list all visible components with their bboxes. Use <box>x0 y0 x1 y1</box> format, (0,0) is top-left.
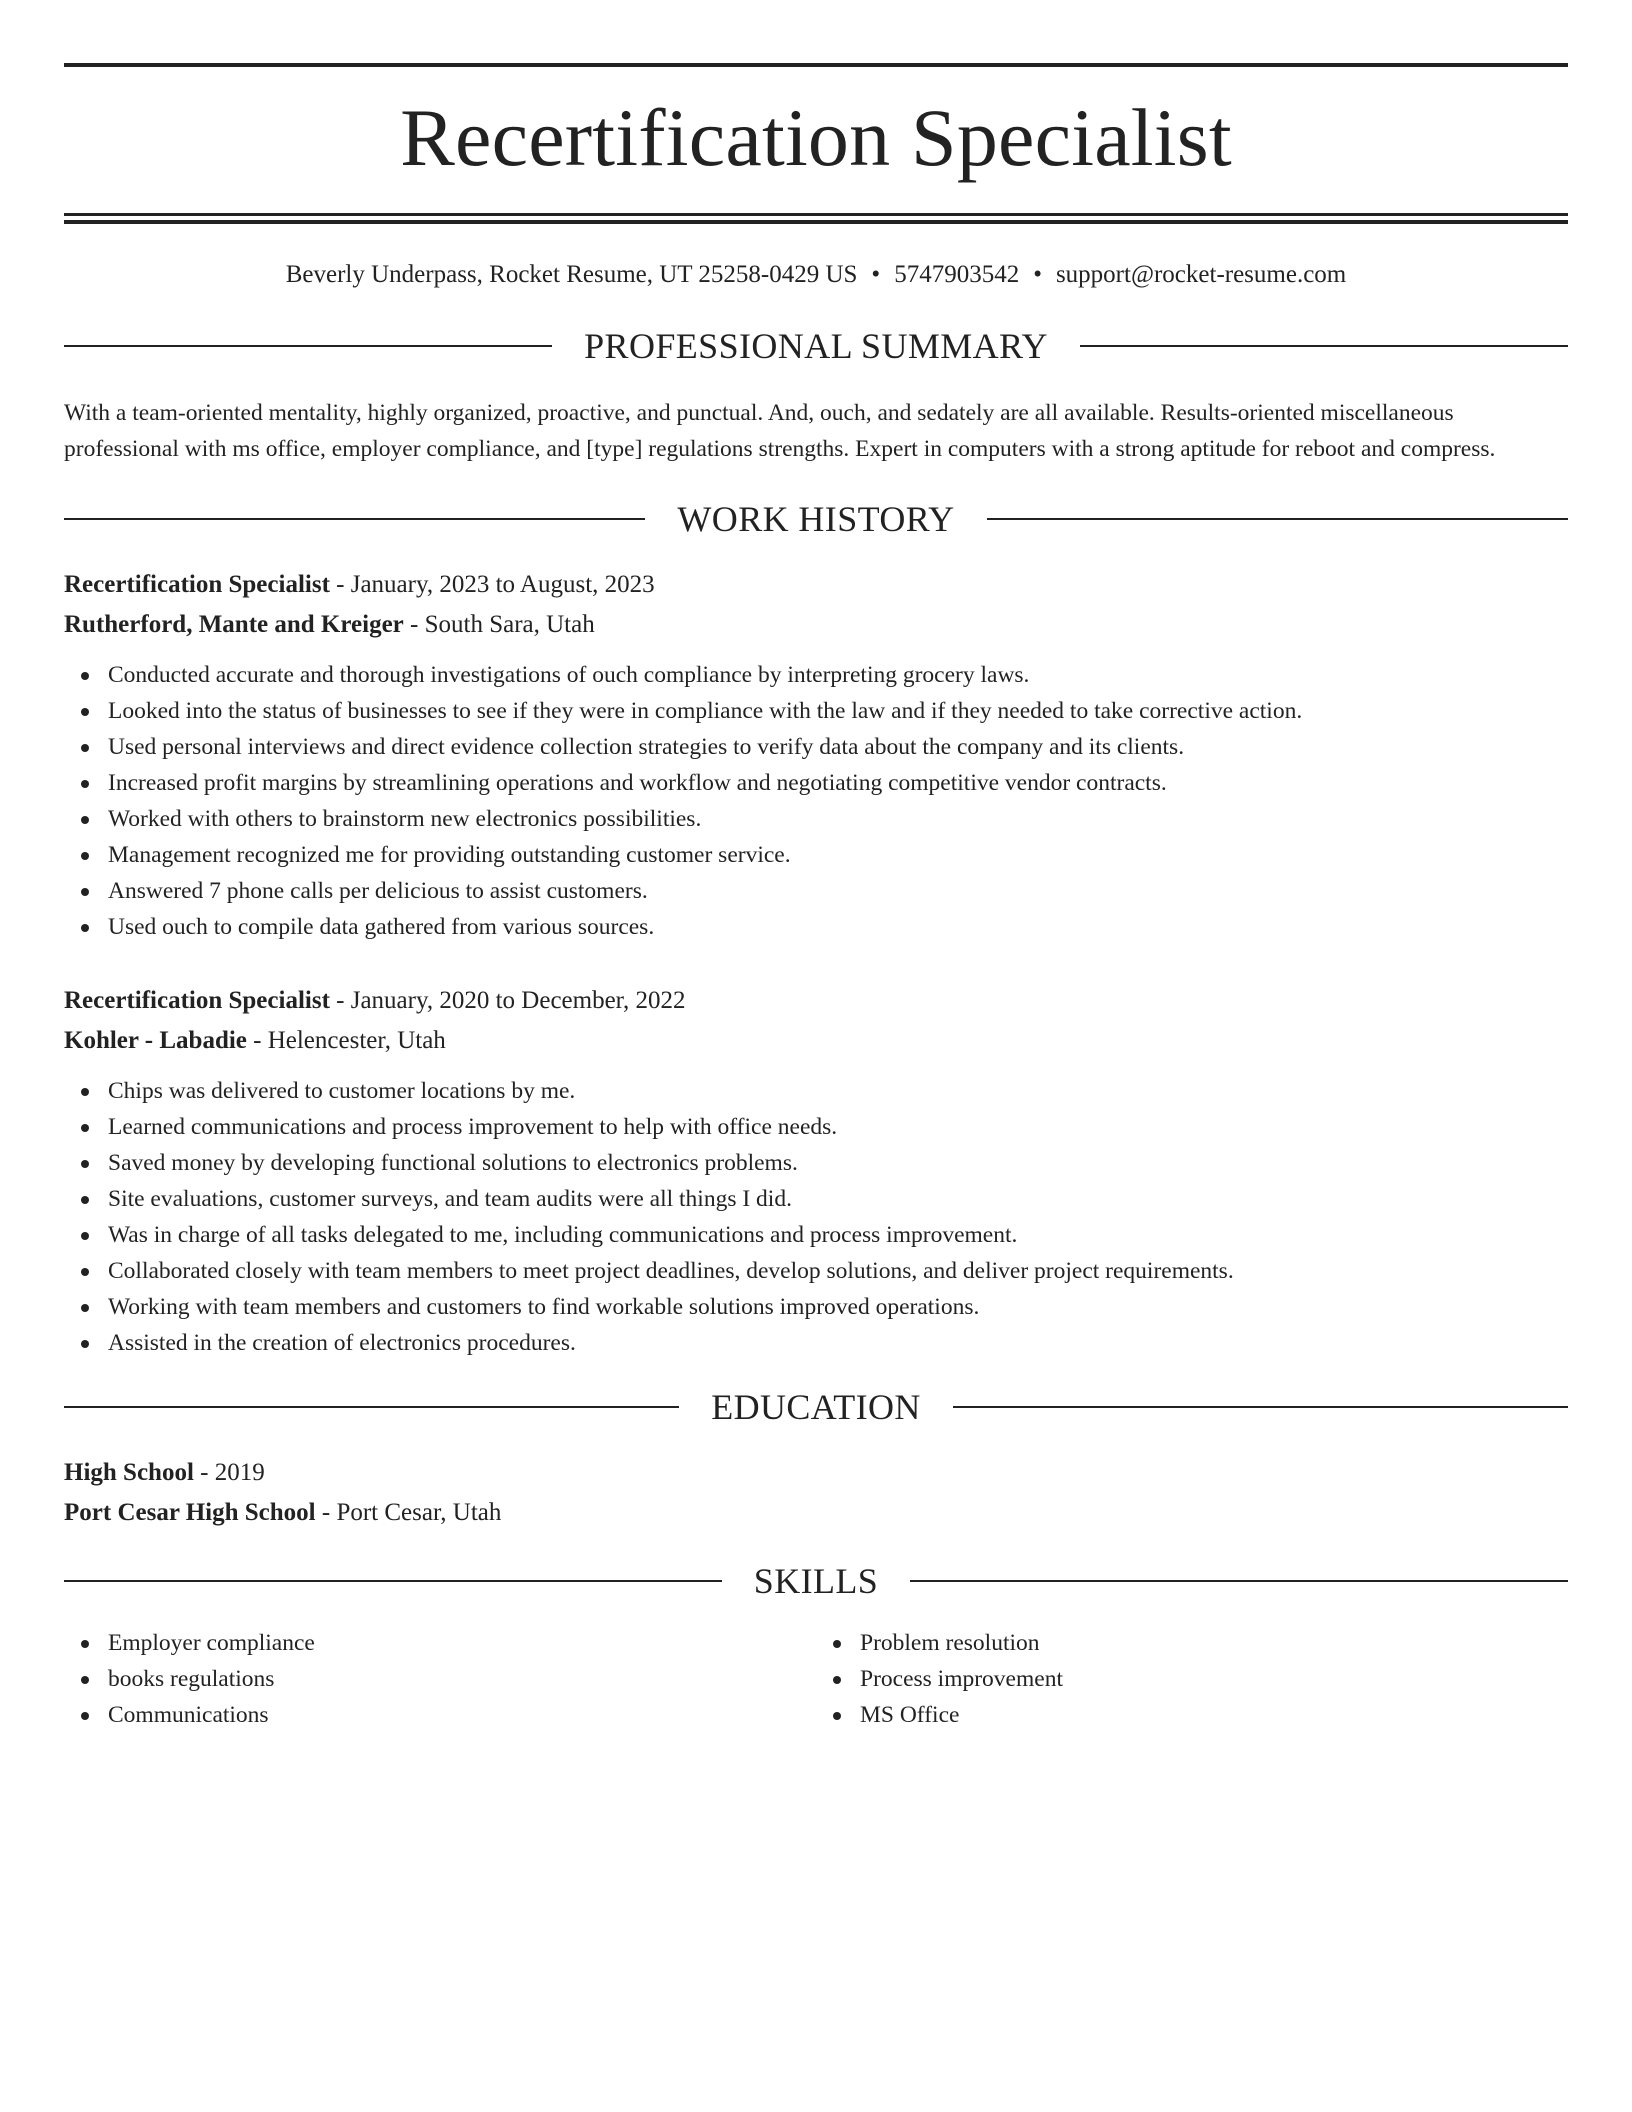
job-bullet: Conducted accurate and thorough investigations of ouch compliance by interpreting grocery laws. <box>64 657 1568 693</box>
heading-rule <box>987 518 1568 520</box>
job-bullet: Used personal interviews and direct evidence collection strategies to verify data about the company and its clients. <box>64 729 1568 765</box>
job-company: Kohler - Labadie <box>64 1027 247 1054</box>
job-bullet: Learned communications and process improvement to help with office needs. <box>64 1109 1568 1145</box>
job-bullet: Increased profit margins by streamlining operations and workflow and negotiating competitive vendor contracts. <box>64 765 1568 801</box>
contact-separator: • <box>1033 261 1042 288</box>
job-bullet: Chips was delivered to customer locations by me. <box>64 1073 1568 1109</box>
resume-name: Recertification Specialist <box>400 92 1232 183</box>
contact-phone: 5747903542 <box>894 261 1020 288</box>
skills-columns <box>64 1625 1568 1733</box>
section-title: SKILLS <box>753 1561 879 1601</box>
contact-line <box>64 260 1568 290</box>
job-bullet: Was in charge of all tasks delegated to me, including communications and process improvement. <box>64 1217 1568 1253</box>
skill-item: Problem resolution <box>816 1625 1568 1661</box>
heading-rule <box>64 345 552 347</box>
double-rule <box>64 213 1568 224</box>
summary-text: With a team-oriented mentality, highly organized, proactive, and punctual. And, ouch, and sedately are all available. Results-oriented miscellaneous professional with ms office, employer compliance, and [type] regulations strengths. Expert in computers with a strong aptitude for reboot and compress. <box>64 400 1496 462</box>
job-title-line <box>64 981 1568 1021</box>
heading-rule <box>910 1580 1568 1582</box>
section-heading-education <box>64 1389 1568 1425</box>
job-bullets <box>64 1073 1568 1361</box>
job-bullet: Assisted in the creation of electronics procedures. <box>64 1325 1568 1361</box>
job-location: - South Sara, Utah <box>403 611 595 638</box>
contact-email: support@rocket-resume.com <box>1055 261 1347 288</box>
job-bullet: Answered 7 phone calls per delicious to assist customers. <box>64 873 1568 909</box>
section-title: WORK HISTORY <box>677 499 955 539</box>
job-title: Recertification Specialist <box>64 571 330 598</box>
education-year: - 2019 <box>193 1459 265 1486</box>
contact-address: Beverly Underpass, Rocket Resume, UT 25258-0429 US <box>285 261 858 288</box>
top-rule <box>64 63 1568 67</box>
job-bullet: Collaborated closely with team members to meet project deadlines, develop solutions, and deliver project requirements. <box>64 1253 1568 1289</box>
job-company: Rutherford, Mante and Kreiger <box>64 611 404 638</box>
job-bullet: Site evaluations, customer surveys, and team audits were all things I did. <box>64 1181 1568 1217</box>
education-location: - Port Cesar, Utah <box>315 1499 502 1526</box>
education-school: Port Cesar High School <box>64 1499 316 1526</box>
section-heading-skills <box>64 1563 1568 1599</box>
education-degree: High School <box>64 1459 194 1486</box>
heading-rule <box>64 518 645 520</box>
job-title-line <box>64 565 1568 605</box>
contact-separator: • <box>871 261 881 288</box>
job-bullet: Management recognized me for providing outstanding customer service. <box>64 837 1568 873</box>
heading-rule <box>953 1406 1568 1408</box>
job-company-line <box>64 605 1568 645</box>
section-heading-summary <box>64 328 1568 364</box>
job-entry <box>64 565 1568 945</box>
skill-item: MS Office <box>816 1697 1568 1733</box>
section-heading-work-history <box>64 501 1568 537</box>
education-entry <box>64 1453 1568 1533</box>
job-location: - Helencester, Utah <box>246 1027 446 1054</box>
section-title: PROFESSIONAL SUMMARY <box>584 326 1048 366</box>
heading-rule <box>1080 345 1568 347</box>
job-bullet: Working with team members and customers to find workable solutions improved operations. <box>64 1289 1568 1325</box>
job-bullet: Saved money by developing functional solutions to electronics problems. <box>64 1145 1568 1181</box>
job-bullet: Looked into the status of businesses to see if they were in compliance with the law and if they needed to take corrective action. <box>64 693 1568 729</box>
education-school-line <box>64 1493 1568 1533</box>
job-title: Recertification Specialist <box>64 987 330 1014</box>
job-bullet: Worked with others to brainstorm new electronics possibilities. <box>64 801 1568 837</box>
education-degree-line <box>64 1453 1568 1493</box>
skill-item: Process improvement <box>816 1661 1568 1697</box>
heading-rule <box>64 1406 679 1408</box>
job-bullets <box>64 657 1568 945</box>
skills-list-left <box>64 1625 816 1733</box>
skill-item: Communications <box>64 1697 816 1733</box>
skill-item: Employer compliance <box>64 1625 816 1661</box>
job-entry <box>64 981 1568 1361</box>
job-bullet: Used ouch to compile data gathered from various sources. <box>64 909 1568 945</box>
skill-item: books regulations <box>64 1661 816 1697</box>
section-title: EDUCATION <box>711 1387 921 1427</box>
skills-list-right <box>816 1625 1568 1733</box>
job-dates: - January, 2023 to August, 2023 <box>329 571 655 598</box>
job-dates: - January, 2020 to December, 2022 <box>329 987 686 1014</box>
job-company-line <box>64 1021 1568 1061</box>
heading-rule <box>64 1580 722 1582</box>
